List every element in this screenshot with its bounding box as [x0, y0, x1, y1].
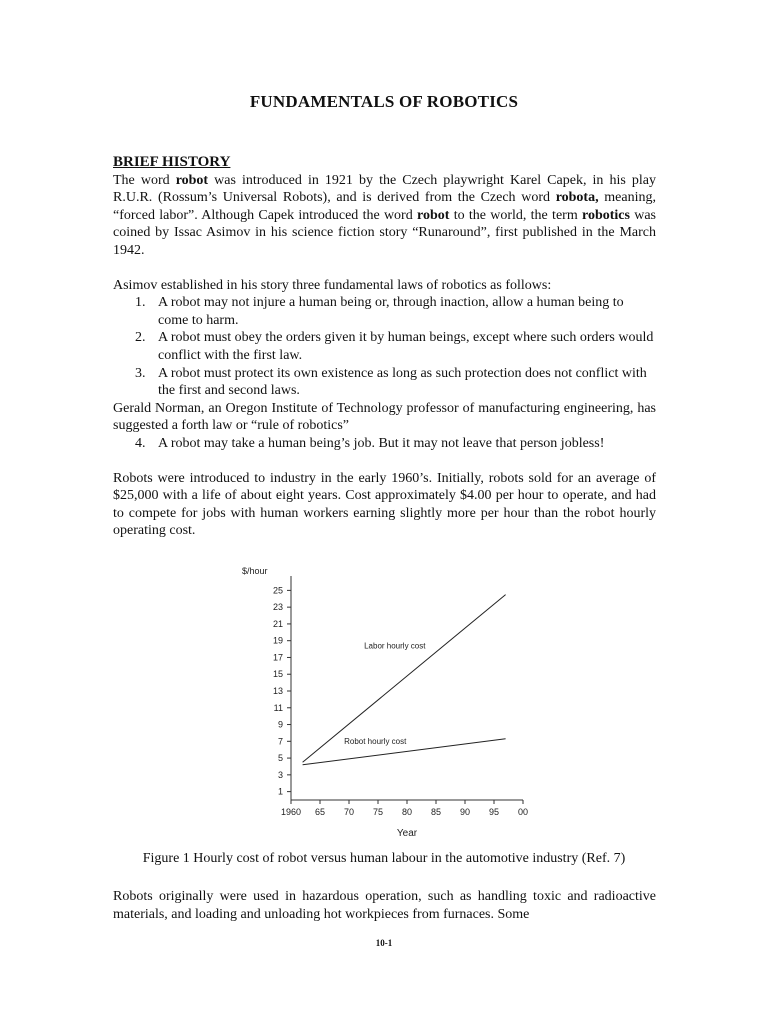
- page-title: FUNDAMENTALS OF ROBOTICS: [249, 92, 519, 111]
- section-heading: BRIEF HISTORY: [113, 154, 231, 170]
- y-axis-label: $/hour: [242, 566, 268, 576]
- industry-paragraph: Robots were introduced to industry in the early 1960’s. Initially, robots sold for an average of $25,000 with a life of about eight years. Cost approximately $4.00 per hour to operate, and had to compete for jobs with human workers earning slightly more per hour than the robot hourly operating cost.: [113, 470, 656, 539]
- list-number: 4.: [135, 435, 146, 451]
- series-label-1: Labor hourly cost: [364, 641, 426, 651]
- y-tick-label: 21: [272, 618, 283, 629]
- x-tick-label: 65: [314, 807, 326, 817]
- y-tick-label: 7: [277, 736, 283, 747]
- y-tick-label: 11: [273, 702, 283, 713]
- y-tick-label: 9: [277, 719, 283, 730]
- laws-list: [113, 294, 656, 400]
- y-tick-label: 23: [272, 602, 283, 613]
- bold-term-robot-2: robot: [417, 207, 450, 223]
- intro-text-4: to the world, the term: [449, 207, 582, 223]
- x-tick-label: 85: [430, 807, 442, 817]
- bold-term-robotics: robotics: [581, 207, 630, 223]
- list-number: 3.: [135, 365, 146, 381]
- bold-term-robot: robot: [175, 172, 209, 188]
- list-text: A robot must protect its own existence as long as such protection does not conflict with the first and second laws.: [158, 365, 647, 399]
- norman-paragraph: Gerald Norman, an Oregon Institute of Technology professor of manufacturing engineering, has suggested a forth law or “rule of robotics”: [113, 400, 656, 434]
- page-number: 10-1: [375, 938, 393, 948]
- x-tick-label: 80: [401, 807, 413, 817]
- laws-intro: Asimov established in his story three fundamental laws of robotics as follows:: [113, 277, 552, 293]
- x-tick-label: 1960: [280, 807, 302, 817]
- law4-list: [113, 435, 656, 453]
- hourly-cost-chart: [238, 562, 538, 842]
- y-tick-label: 15: [272, 669, 283, 680]
- y-tick-label: 13: [272, 686, 283, 696]
- figure-caption: Figure 1 Hourly cost of robot versus human labour in the automotive industry (Ref. 7): [142, 851, 626, 866]
- list-item: [113, 435, 656, 453]
- intro-text-3: meaning, “forced labor”. Although Capek introduced the word: [113, 190, 656, 223]
- list-item: [113, 294, 656, 329]
- list-item: [113, 365, 656, 400]
- y-tick-label: 17: [272, 652, 283, 663]
- list-text: A robot must obey the orders given it by human beings, except where such orders would conflict with the first law.: [158, 330, 654, 363]
- list-text: A robot may take a human being’s job. But it may not leave that person jobless!: [158, 435, 605, 451]
- intro-text-1: The word: [113, 172, 176, 188]
- bold-term-robota: robota,: [555, 190, 599, 206]
- x-tick-label: 75: [372, 807, 384, 817]
- y-tick-label: 5: [277, 753, 283, 764]
- x-tick-label: 95: [488, 807, 500, 817]
- y-tick-label: 25: [272, 585, 283, 596]
- y-tick-label: 19: [272, 635, 283, 646]
- list-item: [113, 329, 656, 364]
- intro-text-2: was introduced in 1921 by the Czech playwright Karel Capek, in his play R.U.R. (Rossum’s Universal Robots), and is derived from the Czech word: [113, 172, 656, 206]
- y-tick-label: 3: [277, 769, 283, 780]
- list-number: 2.: [135, 330, 146, 346]
- list-text: A robot may not injure a human being or, through inaction, allow a human being to come to harm.: [158, 295, 624, 328]
- intro-paragraph: [113, 172, 656, 260]
- document-body: [113, 154, 656, 540]
- intro-text-5: was coined by Issac Asimov in his science fiction story “Runaround”, first published in the March 1942.: [113, 207, 656, 258]
- x-tick-label: 00: [517, 807, 529, 817]
- figure-chart-container: [238, 562, 538, 842]
- y-tick-label: 1: [277, 786, 283, 797]
- final-paragraph: Robots originally were used in hazardous operation, such as handling toxic and radioactive materials, and loading and unloading hot workpieces from furnaces. Some: [113, 889, 656, 922]
- x-axis-label: Year: [396, 828, 418, 839]
- series-label-2: Robot hourly cost: [344, 736, 407, 746]
- x-tick-label: 90: [459, 807, 471, 817]
- list-number: 1.: [135, 295, 146, 311]
- x-tick-label: 70: [343, 807, 355, 817]
